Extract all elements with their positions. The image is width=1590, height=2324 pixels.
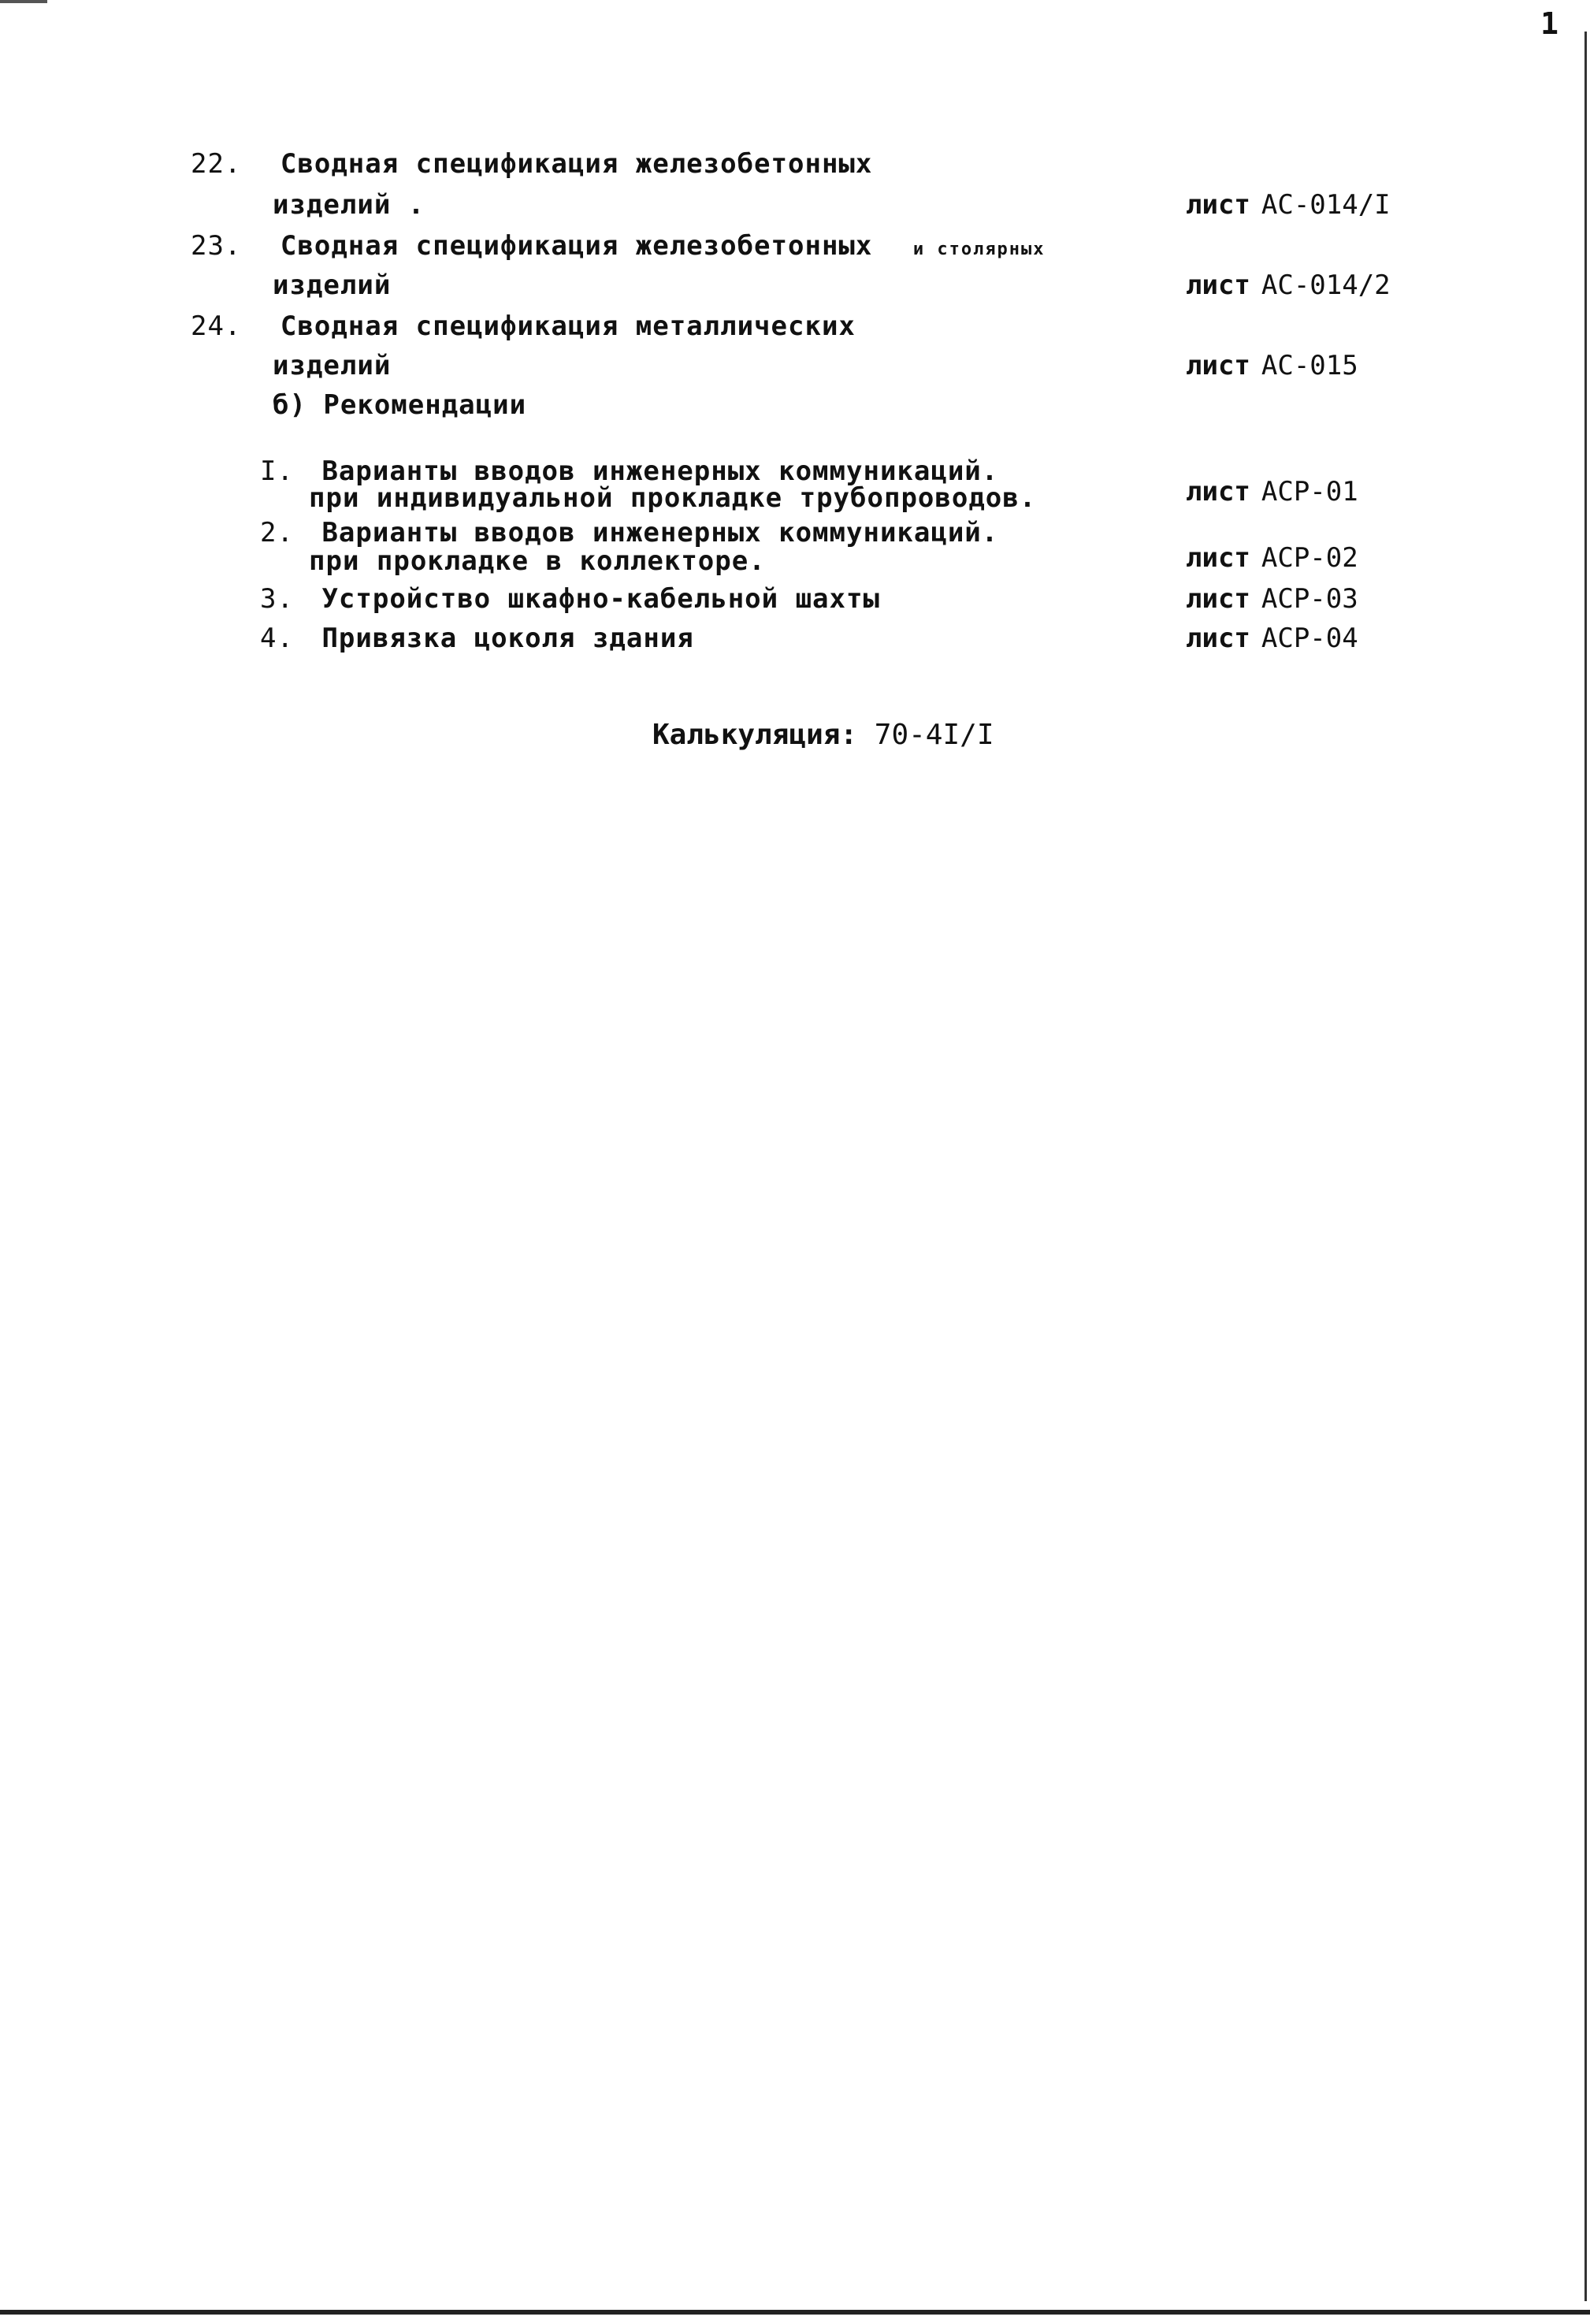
entry-24-sheet [1186,350,1358,381]
calculation-label: Калькуляция: [652,719,858,751]
entry-24-line2: изделий [273,350,392,381]
rec-text: Привязка цоколя здания [321,623,694,654]
entry-number: 22. [191,148,242,180]
rec-number: 4. [260,623,294,654]
entry-text: Сводная спецификация металлических [280,310,856,342]
rec-3-sheet [1186,583,1358,615]
sheet-code: АС-015 [1261,350,1358,381]
entry-extra-text: и столярных [912,240,1046,259]
sheet-word: лист [1186,189,1250,221]
rec-2-line2: при прокладке в коллекторе. [309,545,766,577]
rec-text: Варианты вводов инженерных коммуникаций. [321,517,999,548]
rec-number: 3. [260,583,294,615]
rec-2-sheet [1186,542,1358,574]
entry-22-line2: изделий . [273,189,425,221]
rec-2-line1 [260,517,998,548]
corner-scan-mark [0,0,47,3]
entry-number: 23. [191,230,242,262]
sheet-word: лист [1186,476,1250,508]
entry-22-sheet [1186,189,1391,221]
section-b-heading: б) Рекомендации [273,389,527,421]
rec-text: Устройство шкафно-кабельной шахты [321,583,880,615]
rec-4-sheet [1186,623,1358,654]
sheet-code: АСР-03 [1261,583,1358,615]
entry-text: Сводная спецификация железобетонных [280,230,873,262]
sheet-code: АСР-04 [1261,623,1358,654]
rec-4-line1 [260,623,694,654]
entry-24-line1 [191,310,856,342]
bottom-border-line [0,2310,1590,2315]
rec-1-sheet [1186,476,1358,508]
sheet-word: лист [1186,270,1250,301]
rec-text: Варианты вводов инженерных коммуникаций. [321,456,999,487]
rec-number: I. [260,456,294,487]
sheet-word: лист [1186,583,1250,615]
sheet-code: АСР-01 [1261,476,1358,508]
sheet-code: АС-014/2 [1261,270,1391,301]
page-number-mark: 1 [1540,6,1558,41]
sheet-word: лист [1186,542,1250,574]
sheet-code: АС-014/I [1261,189,1391,221]
calculation-value: 70-4I/I [874,719,994,751]
right-border-line [1584,32,1587,2301]
calculation-line [652,719,994,751]
sheet-code: АСР-02 [1261,542,1358,574]
rec-1-line2: при индивидуальной прокладке трубопроводов. [309,482,1037,514]
entry-22-line1 [191,148,872,180]
entry-23-line1 [191,230,1046,262]
rec-3-line1 [260,583,880,615]
entry-text: Сводная спецификация железобетонных [280,148,873,180]
rec-number: 2. [260,517,294,548]
entry-number: 24. [191,310,242,342]
entry-23-line2: изделий [273,270,392,301]
entry-23-sheet [1186,270,1391,301]
sheet-word: лист [1186,350,1250,381]
sheet-word: лист [1186,623,1250,654]
